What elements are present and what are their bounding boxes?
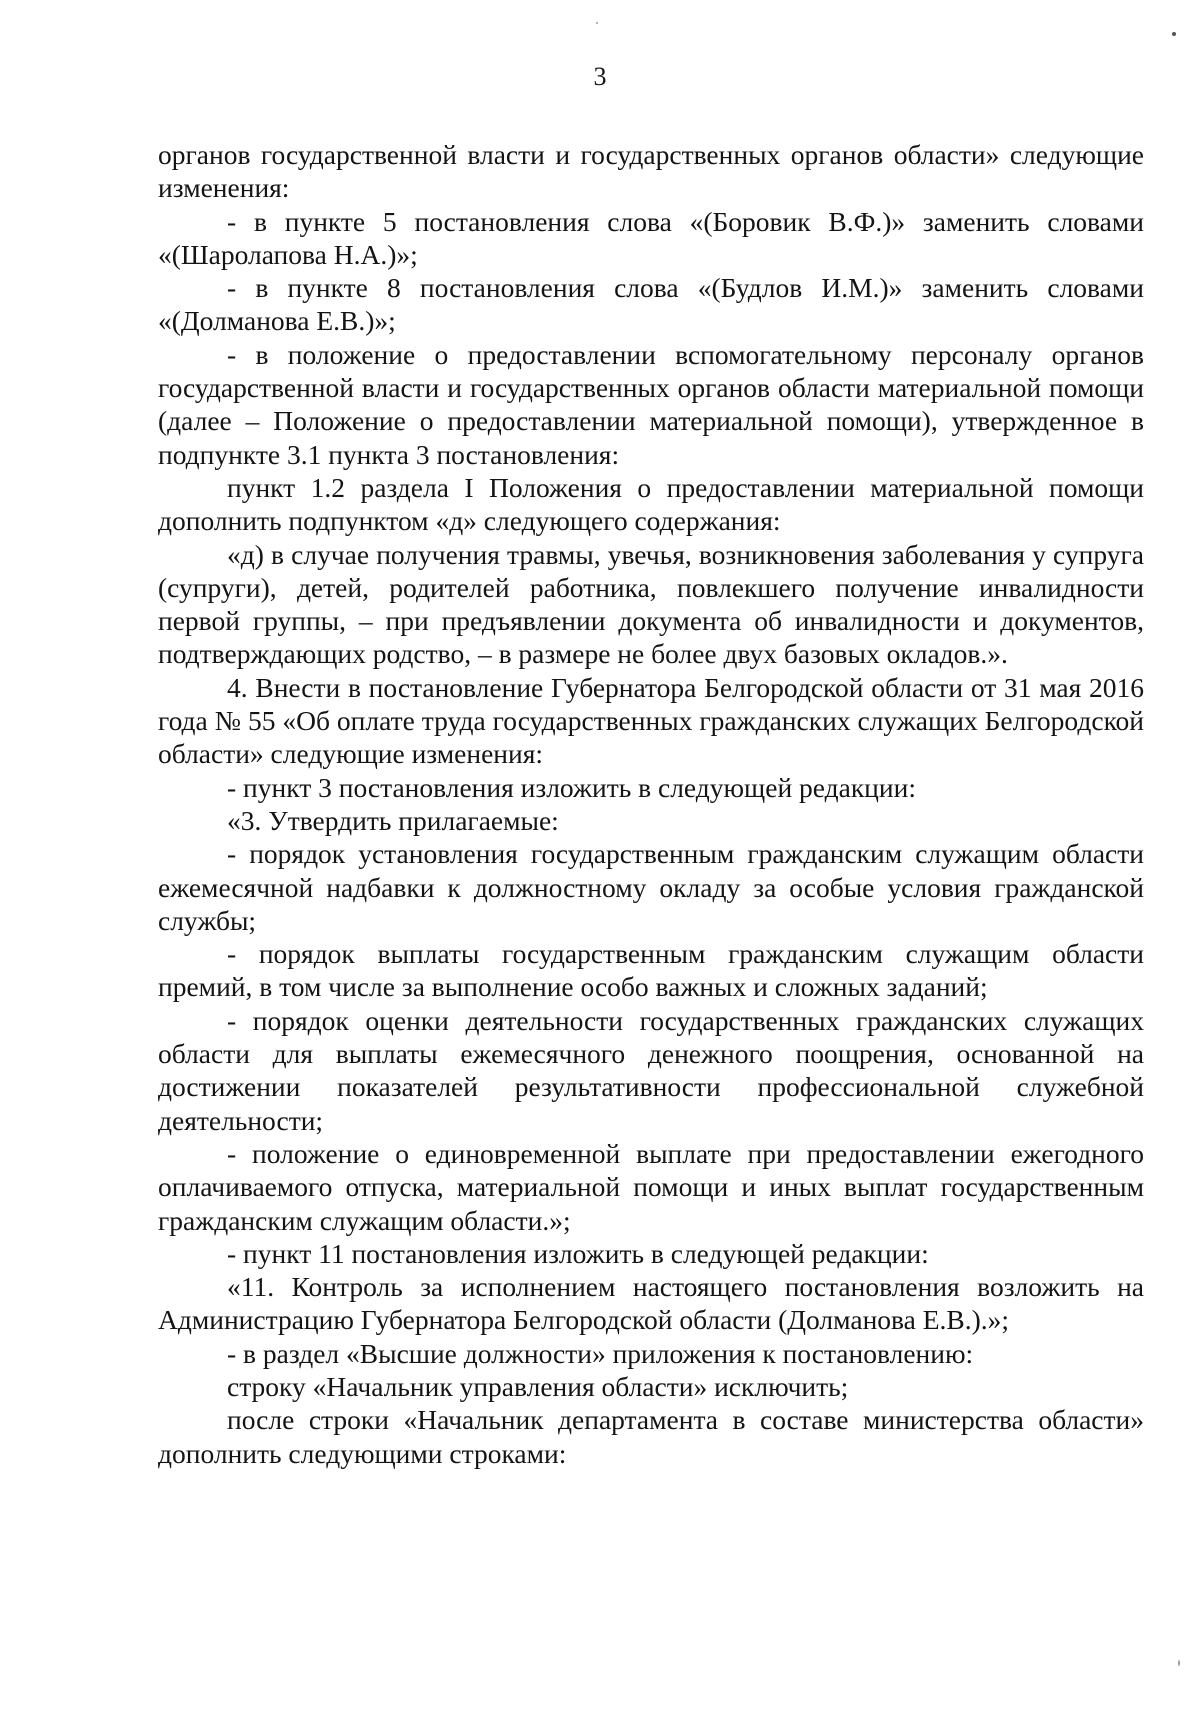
paragraph: «д) в случае получения травмы, увечья, возникновения заболевания у супруга (супруги), детей, родителей работника, повлекшего получение инвалидности первой группы, – при предъявлении документа об инвалидности и документов, подтверждающих родство, – в размере не более двух базовых окладов.». (158, 538, 1144, 670)
paragraph: органов государственной власти и государственных органов области» следующие изменения: (158, 139, 1144, 204)
paragraph: «11. Контроль за исполнением настоящего постановления возложить на Администрацию Губернатора Белгородской области (Долманова Е.В.).»; (158, 1271, 1144, 1336)
paragraph: - порядок оценки деятельности государственных гражданских служащих области для выплаты ежемесячного денежного поощрения, основанной на достижении показателей результативности профессиональной служебной деятельности; (158, 1004, 1144, 1136)
scan-speck (1172, 32, 1176, 36)
paragraph: - в раздел «Высшие должности» приложения к постановлению: (227, 1337, 974, 1369)
paragraph: - в пункте 5 постановления слова «(Боровик В.Ф.)» заменить словами «(Шаролапова Н.А.)»; (158, 205, 1144, 270)
paragraph: - порядок выплаты государственным гражданским служащим области премий, в том числе за выполнение особо важных и сложных заданий; (158, 938, 1144, 1003)
page-number: 3 (593, 62, 607, 91)
paragraph: 4. Внести в постановление Губернатора Белгородской области от 31 мая 2016 года № 55 «Об оплате труда государственных гражданских служащих Белгородской области» следующие изменения: (158, 671, 1144, 770)
scan-speck (1178, 1660, 1180, 1666)
paragraph: строку «Начальник управления области» исключить; (227, 1370, 849, 1402)
paragraph: - пункт 11 постановления изложить в следующей редакции: (227, 1237, 929, 1269)
paragraph: - положение о единовременной выплате при предоставлении ежегодного оплачиваемого отпуска, материальной помощи и иных выплат государственным гражданским служащим области.»; (158, 1137, 1144, 1236)
paragraph: пункт 1.2 раздела I Положения о предоставлении материальной помощи дополнить подпунктом «д» следующего содержания: (158, 471, 1144, 537)
paragraph: - порядок установления государственным гражданским служащим области ежемесячной надбавки к должностному окладу за особые условия гражданской службы; (158, 838, 1144, 936)
paragraph: - пункт 3 постановления изложить в следующей редакции: (227, 771, 916, 803)
paragraph: - в положение о предоставлении вспомогательному персоналу органов государственной власти и государственных органов области материальной помощи (далее – Положение о предоставлении материальной помощи), утвержденное в подпункте 3.1 пункта 3 постановления: (158, 338, 1144, 470)
scan-speck (596, 22, 598, 24)
document-body (158, 138, 1144, 1470)
paragraph: после строки «Начальник департамента в составе министерства области» дополнить следующими строками: (158, 1404, 1144, 1469)
paragraph: «3. Утвердить прилагаемые: (227, 804, 559, 836)
paragraph: - в пункте 8 постановления слова «(Будлов И.М.)» заменить словами «(Долманова Е.В.)»; (158, 272, 1144, 337)
